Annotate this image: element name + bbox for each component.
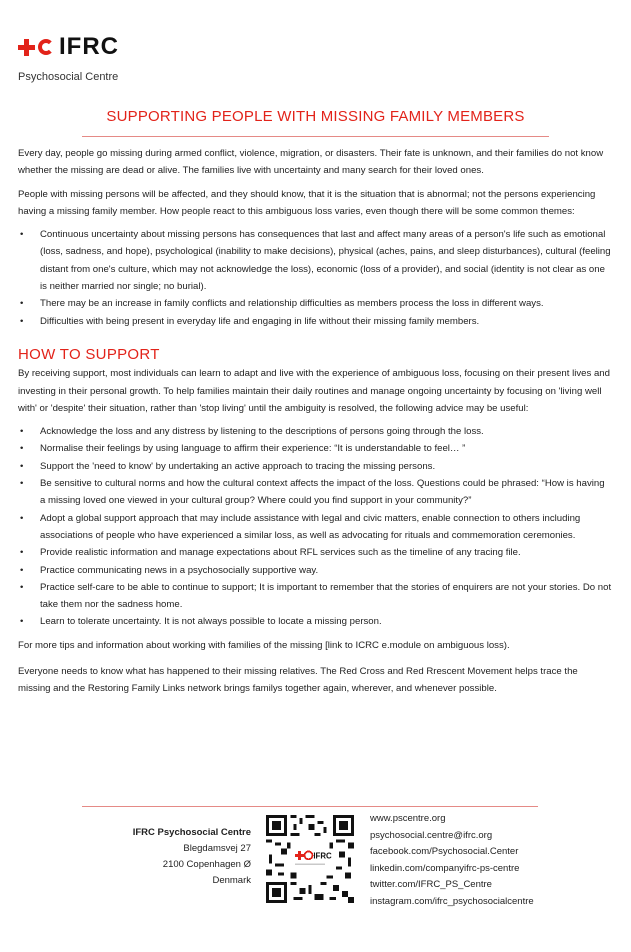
list-item [18,423,612,440]
intro-paragraph: People with missing persons will be affected, and they should know, that it is the situation that is abnormal; not the persons experiencing having a missing family member. How people react to this ambiguous loss varies, even though there will be some common themes: [18,188,596,217]
red-crescent-icon [38,39,54,55]
page-title: SUPPORTING PEOPLE WITH MISSING FAMILY MEMBERS [106,108,525,125]
title-divider [82,136,549,137]
closing-section [18,637,612,697]
main-content [18,145,612,706]
intro-paragraph: Every day, people go missing during armed conflict, violence, migration, or disasters. Their fate is unknown, and their families do not know whether the missing are dead or alive. The families live with uncertainty and many search for their loved ones. [18,148,604,177]
qr-code-icon[interactable] [266,815,354,903]
bullet-icon: • [20,426,24,438]
list-item [18,295,612,312]
list-item-text: Continuous uncertainty about missing persons has consequences that last and affect many areas of a person's life such as emotional (loss, sadness, and hope), psychological (inability to make decisions), physical (aches, pains, and sleep disturbances), cultural (feeling distant from one's culture, which may not acknowledge the loss), economic (loss of a provider), and social (identity is not clear as one is neither married nor single; no burial). [40,229,611,293]
list-item [18,544,612,561]
list-item [18,562,612,579]
bullet-icon: • [20,564,24,576]
list-item-text: Acknowledge the loss and any distress by listening to the descriptions of persons going through the loss. [40,426,484,438]
list-item [18,579,612,614]
instagram-link[interactable]: instagram.com/ifrc_psychosocialcentre [370,895,534,907]
list-item [18,226,612,295]
bullet-icon: • [20,547,24,559]
list-item [18,475,612,510]
list-item-text: Normalise their feelings by using language to affirm their experience: “It is understandable to feel… ” [40,443,466,455]
list-item-text: Be sensitive to cultural norms and how the cultural context affects the impact of the loss. Questions could be phrased: “How is having a missing loved one viewed in your cultural group? Where could you find support in your community?” [40,478,605,507]
bullet-icon: • [20,616,24,628]
bullet-icon: • [20,443,24,455]
list-item-text: Provide realistic information and manage expectations about RFL services such as the timeline of any tracing file. [40,547,521,559]
bullet-icon: • [20,315,24,327]
facebook-link[interactable]: facebook.com/Psychosocial.Center [370,846,519,858]
logo-text: IFRC [59,33,119,60]
list-item [18,613,612,630]
list-item-text: Practice self-care to be able to continue to support; It is important to remember that the stories of enquirers are not your stories. Do not take them nor the sadness home. [40,581,612,611]
list-item-text: Adopt a global support approach that may include assistance with legal and civic matters, enable connection to others including associations of people who have experienced a similar loss, as well as advocating for rituals and commemoration ceremonies. [40,512,581,541]
bullet-icon: • [20,460,24,472]
more-info-link-text[interactable]: For more tips and information about working with families of the missing [link to ICRC e.module on ambiguous loss). [18,639,510,651]
bullet-icon: • [20,512,24,524]
footer-address [133,825,251,889]
list-item [18,458,612,475]
closing-paragraph: Everyone needs to know what has happened to their missing relatives. The Red Cross and Red Rrescent Movement helps trace the missing and the Restoring Family Links network brings familys together again, wherever, and whenever possible. [18,665,578,694]
list-item [18,440,612,457]
bullet-icon: • [20,298,24,310]
address-line: Denmark [212,875,251,886]
linkedin-link[interactable]: linkedin.com/companyifrc-ps-centre [370,862,520,874]
subbrand: Psychosocial Centre [18,71,119,83]
bullet-icon: • [20,229,24,241]
list-item-text: There may be an increase in family conflicts and relationship difficulties as members process the loss in different ways. [40,298,544,310]
bullet-icon: • [20,478,24,490]
themes-list [18,226,612,330]
list-item-text: Learn to tolerate uncertainty. It is not always possible to locate a missing person. [40,616,382,628]
list-item-text: Practice communicating news in a psychosocially supportive way. [40,564,319,576]
red-cross-icon [18,39,35,56]
email-link[interactable]: psychosocial.centre@ifrc.org [370,829,493,841]
support-intro: By receiving support, most individuals can learn to adapt and live with the experience of ambiguous loss, focusing on their present lives and investing in their personal growth. To help families maintain their daily routines and manage ongoing uncertainty by focusing on 'living well with' or 'despite' their situation, rather than 'stop living' until the ambiguity is resolved, the following advice may be useful: [18,368,610,414]
twitter-link[interactable]: twitter.com/IFRC_PS_Centre [370,879,492,891]
footer-divider [82,806,538,807]
address-line: Blegdamsvej 27 [183,843,251,854]
org-name: IFRC Psychosocial Centre [132,827,251,838]
list-item-text: Difficulties with being present in everyday life and engaging in life without their missing family members. [40,315,480,327]
address-line: 2100 Copenhagen Ø [162,859,251,870]
svg-text:IFRC: IFRC [313,851,332,861]
ifrc-logo [18,32,119,62]
list-item-text: Support the 'need to know' by undertaking an active approach to tracing the missing persons. [40,460,436,472]
bullet-icon: • [20,581,24,593]
list-item [18,313,612,330]
section-heading: HOW TO SUPPORT [18,345,160,363]
website-link[interactable]: www.pscentre.org [370,813,446,824]
footer-links [370,811,534,911]
advice-list [18,423,612,631]
list-item [18,510,612,545]
header [18,32,119,83]
